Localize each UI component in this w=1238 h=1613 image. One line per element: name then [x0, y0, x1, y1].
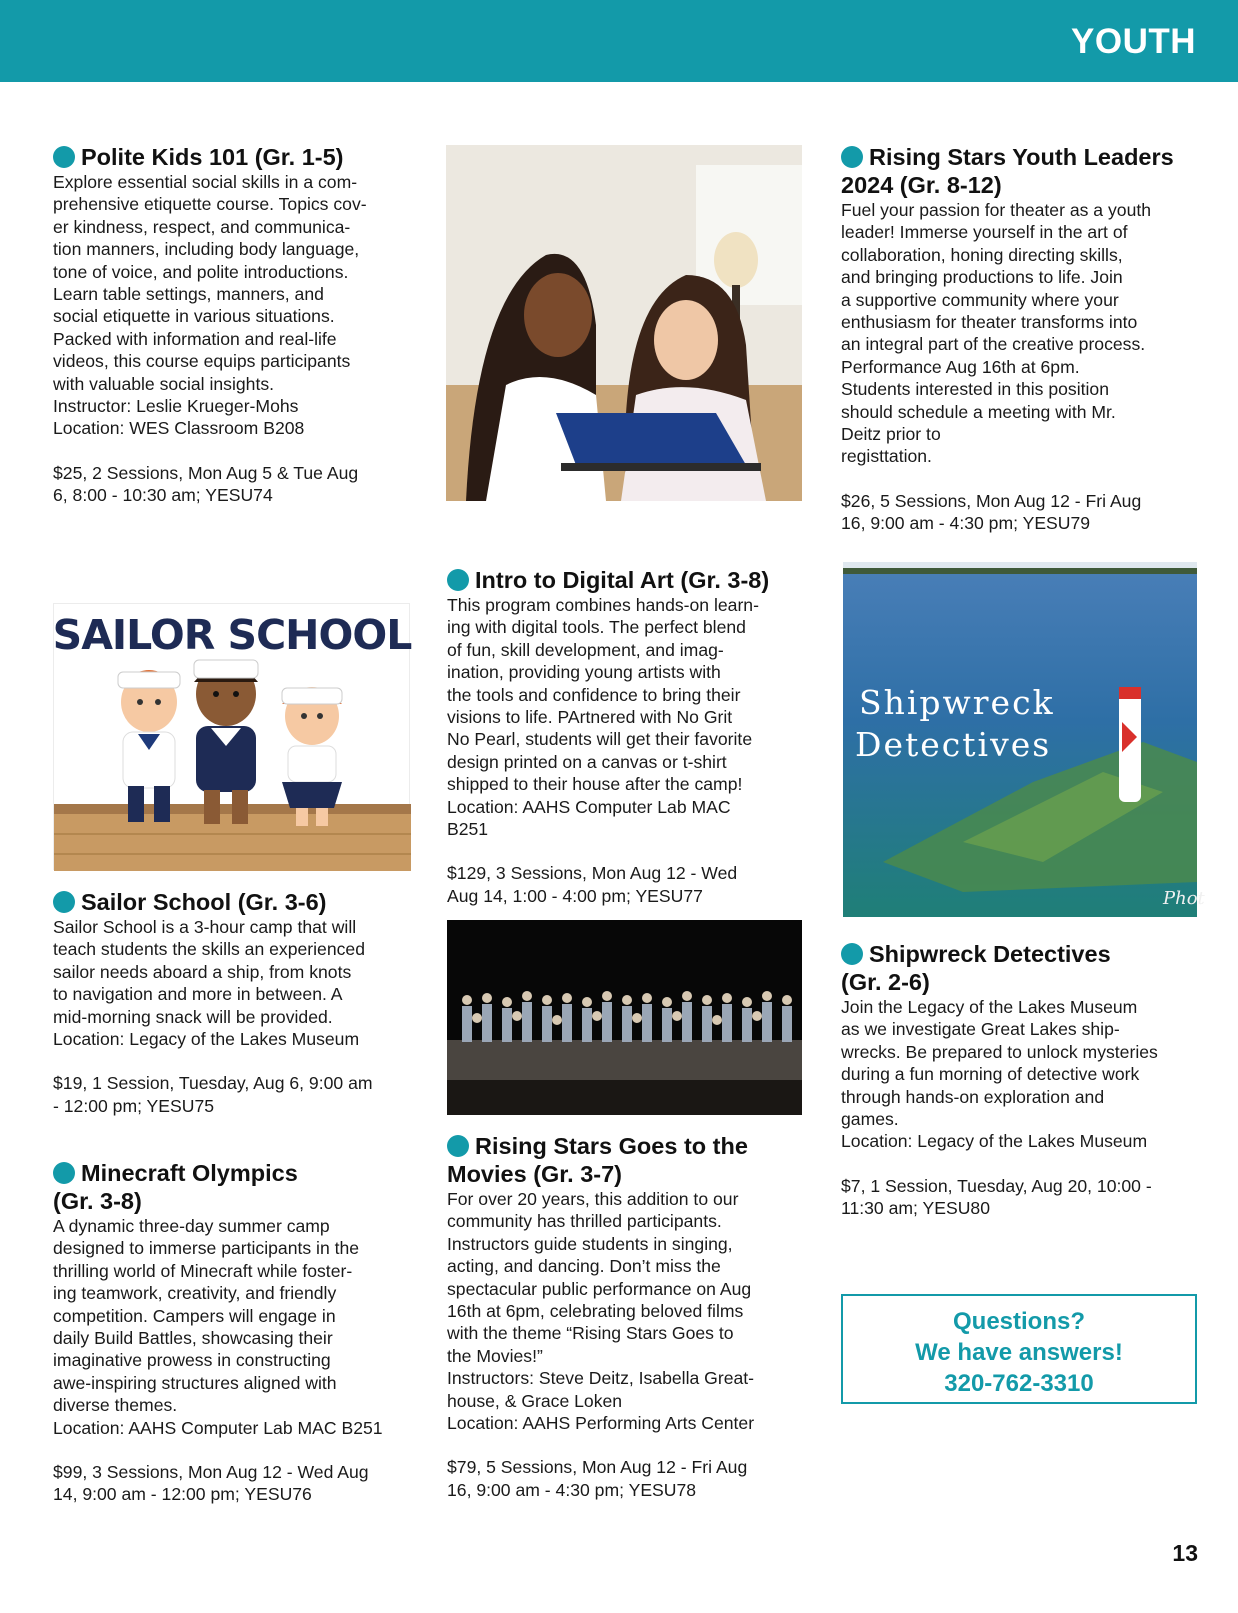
- article-pricing: $7, 1 Session, Tuesday, Aug 20, 10:00 - 11:30 am; YESU80: [841, 1175, 1152, 1219]
- article-title: Polite Kids 101 (Gr. 1-5): [53, 143, 413, 171]
- article-intro-digital-art: [447, 566, 807, 907]
- answers-line: We have answers!: [915, 1339, 1123, 1366]
- shipwreck-photo: [843, 562, 1205, 917]
- girls-laptop-photo: [446, 145, 802, 501]
- article-description: Explore essential social skills in a com- prehensive etiquette course. Topics cov- er kindness, respect, and communica- tion manners, including body language, tone of voice, and polite introductions. Learn table settings, manners, and social etiquette in various situations. Packed with information and real-life videos, this course equips participants with valuable social insights. Instructor: Leslie Krueger-Mohs Location: WES Classroom B208: [53, 172, 367, 439]
- bullet-icon: [447, 1135, 469, 1157]
- article-description: This program combines hands-on learn- ing with digital tools. The perfect blend of fun, skill development, and imag- ination, providing young artists with the tools and confidence to bring their visions to life. PArtnered with No Grit No Pearl, students will get their favorite design printed on a canvas or t-shirt shipped to their house after the camp! Location: AAHS Computer Lab MAC B251: [447, 595, 759, 840]
- shipwreck-title-line1: Shipwreck: [859, 683, 1055, 722]
- page-number: 13: [1172, 1540, 1198, 1566]
- article-description: For over 20 years, this addition to our community has thrilled participants. Instructors guide students in singing, acting, and dancing. Don’t miss the spectacular public performance on Aug 16th at 6pm, celebrating beloved films with the theme “Rising Stars Goes to the Movies!” Instructors: Steve Deitz, Isabella Great- house, & Grace Loken Location: AAHS Performing Arts Center: [447, 1189, 755, 1434]
- article-title: Rising Stars Goes to the Movies (Gr. 3-7): [447, 1133, 748, 1187]
- article-pricing: $99, 3 Sessions, Mon Aug 12 - Wed Aug 14, 9:00 am - 12:00 pm; YESU76: [53, 1462, 369, 1505]
- article-title: Rising Stars Youth Leaders 2024 (Gr. 8-12): [841, 144, 1174, 198]
- questions-line: Questions?: [952, 1308, 1085, 1335]
- article-title: Shipwreck Detectives (Gr. 2-6): [841, 941, 1111, 995]
- sailor-kid-icon: [282, 687, 342, 826]
- article-title: Sailor School (Gr. 3-6): [53, 888, 413, 916]
- article-pricing: $19, 1 Session, Tuesday, Aug 6, 9:00 am - 12:00 pm; YESU75: [53, 1073, 373, 1116]
- bullet-icon: [447, 569, 469, 591]
- article-minecraft-olympics: [53, 1159, 413, 1506]
- article-polite-kids: [53, 143, 413, 507]
- shipwreck-title-line2: Detectives: [855, 725, 1052, 764]
- photo-credit: Phot: [1163, 888, 1205, 909]
- sailor-kid-icon: [194, 660, 258, 824]
- bullet-icon: [53, 1162, 75, 1184]
- sailor-kid-icon: [118, 670, 180, 822]
- bullet-icon: [53, 891, 75, 913]
- article-description: A dynamic three-day summer camp designed to immerse participants in the thrilling world of Minecraft while foster- ing teamwork, creativity, and friendly competition. Campers will engage in daily Build Battles, showcasing their imaginative prowess in constructing awe-inspiring structures aligned with diverse themes. Location: AAHS Computer Lab MAC B251: [53, 1216, 383, 1438]
- poster-title: SAILOR SCHOOL: [52, 611, 412, 659]
- bullet-icon: [841, 146, 863, 168]
- article-pricing: $129, 3 Sessions, Mon Aug 12 - Wed Aug 14, 1:00 - 4:00 pm; YESU77: [447, 863, 738, 906]
- phone-number[interactable]: 320-762-3310: [944, 1370, 1094, 1397]
- bullet-icon: [53, 146, 75, 168]
- article-pricing: $79, 5 Sessions, Mon Aug 12 - Fri Aug 16, 9:00 am - 4:30 pm; YESU78: [447, 1457, 748, 1500]
- article-description: Sailor School is a 3-hour camp that will teach students the skills an experienced sailor needs aboard a ship, from knots to navigation and more in between. A mid-morning snack will be provided. Location: Legacy of the Lakes Museum: [53, 917, 365, 1050]
- section-title: YOUTH: [1071, 22, 1196, 61]
- article-pricing: $25, 2 Sessions, Mon Aug 5 & Tue Aug 6, 8:00 - 10:30 am; YESU74: [53, 462, 359, 506]
- article-description: Fuel your passion for theater as a youth leader! Immerse yourself in the art of collaboration, honing directing skills, and bringing productions to life. Join a supportive community where your enthusiasm for theater transforms into an integral part of the creative process. Performance Aug 16th at 6pm. Students interested in this position should schedule a meeting with Mr. Deitz prior to registtation.: [841, 200, 1152, 467]
- bullet-icon: [841, 943, 863, 965]
- article-rising-stars-movies: [447, 1132, 807, 1501]
- stage-performance-photo: [447, 920, 802, 1115]
- sailor-school-poster: [53, 603, 410, 870]
- questions-box: [841, 1294, 1197, 1404]
- article-shipwreck-detectives: [841, 940, 1206, 1220]
- article-description: Join the Legacy of the Lakes Museum as we investigate Great Lakes ship- wrecks. Be prepared to unlock mysteries during a fun morning of detective work through hands-on exploration and games. Location: Legacy of the Lakes Museum: [841, 997, 1158, 1152]
- article-sailor-school: [53, 888, 413, 1117]
- article-title: Minecraft Olympics (Gr. 3-8): [53, 1160, 298, 1214]
- article-title: Intro to Digital Art (Gr. 3-8): [447, 566, 807, 594]
- article-rising-stars-leaders: [841, 143, 1206, 535]
- article-pricing: $26, 5 Sessions, Mon Aug 12 - Fri Aug 16, 9:00 am - 4:30 pm; YESU79: [841, 490, 1142, 534]
- section-header: [0, 0, 1238, 82]
